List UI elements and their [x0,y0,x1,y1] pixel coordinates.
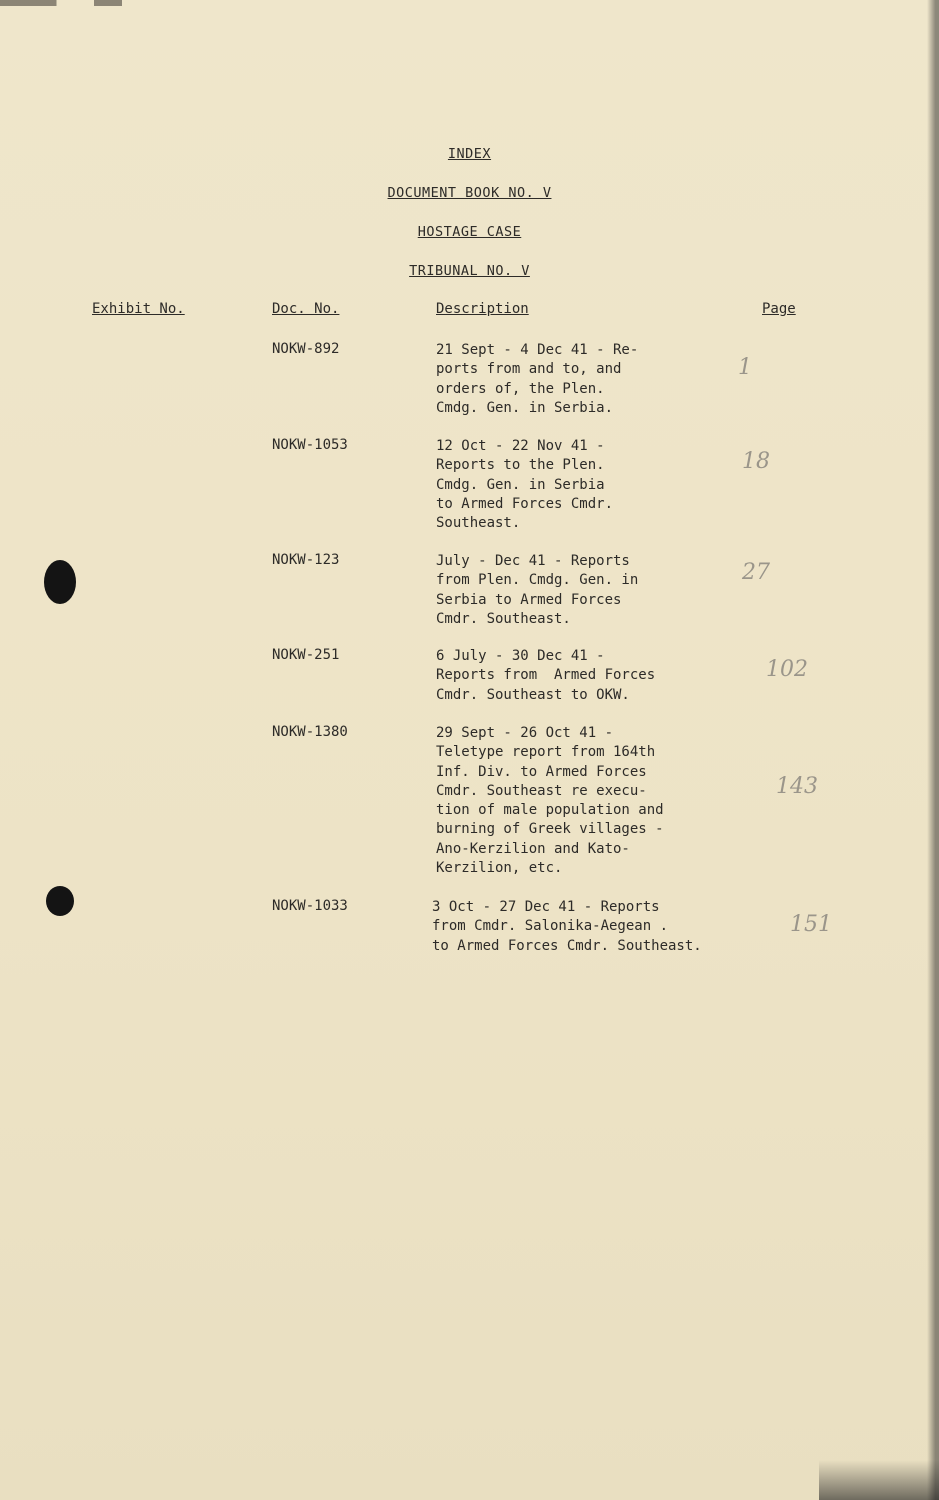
description: 29 Sept - 26 Oct 41 - Teletype report from 164th Inf. Div. to Armed Forces Cmdr. Southeast re execu- tion of male population and burning of Greek villages - Ano-Kerzilion and Kato- Kerzilion, etc. [436,725,664,877]
handwritten-page-number: 143 [776,774,818,799]
description: 12 Oct - 22 Nov 41 - Reports to the Plen. Cmdg. Gen. in Serbia to Armed Forces Cmdr. Southeast. [436,438,614,532]
description: 3 Oct - 27 Dec 41 - Reports from Cmdr. Salonika-Aegean . to Armed Forces Cmdr. Southeast. [432,899,702,954]
heading-index: INDEX [447,146,492,162]
handwritten-page-number: 18 [742,449,770,474]
scan-edge-top [0,0,939,6]
column-header-page: Page [762,301,796,317]
doc-number: NOKW-892 [272,341,340,357]
column-header-exhibit: Exhibit No. [92,301,185,317]
handwritten-page-number: 102 [766,657,808,682]
description: July - Dec 41 - Reports from Plen. Cmdg. Gen. in Serbia to Armed Forces Cmdr. Southeast. [436,553,639,627]
handwritten-page-number: 27 [742,560,770,585]
heading-document-book: DOCUMENT BOOK NO. V [387,185,552,201]
description: 21 Sept - 4 Dec 41 - Re- ports from and to, and orders of, the Plen. Cmdg. Gen. in Serbia. [436,342,639,416]
doc-number: NOKW-1033 [272,898,348,914]
description: 6 July - 30 Dec 41 - Reports from Armed Forces Cmdr. Southeast to OKW. [436,648,656,703]
handwritten-page-number: 151 [790,912,832,937]
column-header-description: Description [436,301,529,317]
doc-number: NOKW-1053 [272,437,348,453]
handwritten-page-number: 1 [738,355,752,380]
scan-edge-corner [819,1460,939,1500]
doc-number: NOKW-1380 [272,724,348,740]
column-header-doc: Doc. No. [272,301,340,317]
heading-tribunal: TRIBUNAL NO. V [409,263,530,279]
heading-case: HOSTAGE CASE [417,224,522,240]
doc-number: NOKW-251 [272,647,340,663]
doc-number: NOKW-123 [272,552,340,568]
punch-hole [46,886,74,916]
punch-hole [44,560,76,604]
